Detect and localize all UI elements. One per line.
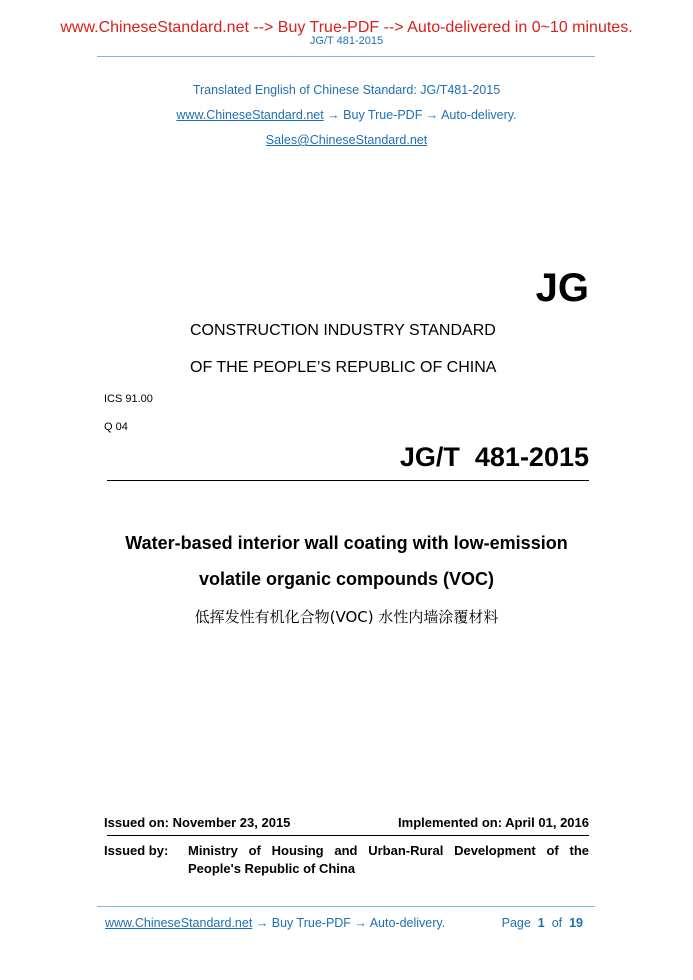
page-of: of — [551, 916, 563, 930]
standard-title-line1: CONSTRUCTION INDUSTRY STANDARD — [190, 322, 496, 339]
standard-number: JG/T 481-2015 — [399, 442, 589, 472]
page-total: 19 — [569, 916, 583, 930]
footer-purchase-line — [105, 916, 445, 930]
footer-site-link[interactable]: www.ChineseStandard.net — [105, 916, 253, 930]
document-title-line2: volatile organic compounds (VOC) — [198, 569, 495, 589]
standard-title-line2: OF THE PEOPLE’S REPUBLIC OF CHINA — [190, 359, 497, 376]
page-indicator — [502, 916, 583, 930]
footer-divider — [97, 906, 595, 907]
site-link[interactable]: www.ChineseStandard.net — [176, 108, 324, 122]
purchase-steps: → Buy True-PDF → Auto-delivery. — [323, 108, 517, 122]
issued-by-line2: People's Republic of China — [188, 861, 356, 876]
header-divider — [97, 56, 595, 57]
translation-note: Translated English of Chinese Standard: JG/T481-2015 — [192, 83, 501, 97]
top-banner-link[interactable]: www.ChineseStandard.net --> Buy True-PDF --> Auto-delivered in 0~10 minutes. — [60, 19, 633, 36]
issued-by-line1: Ministry of Housing and Urban-Rural Development of the — [188, 843, 589, 858]
sales-email-line — [0, 133, 693, 147]
issued-by-label: Issued by: — [104, 843, 169, 858]
purchase-line — [0, 108, 693, 122]
issued-on-date: Issued on: November 23, 2015 — [104, 815, 291, 830]
issue-divider — [107, 835, 589, 836]
implemented-on-date: Implemented on: April 01, 2016 — [398, 815, 589, 830]
chinese-title: 低挥发性有机化合物(VOC) 水性内墙涂覆材料 — [194, 608, 499, 626]
page-label: Page — [501, 916, 531, 930]
page-current: 1 — [537, 916, 545, 930]
footer-purchase-steps: → Buy True-PDF → Auto-delivery. — [252, 916, 446, 930]
document-title-line1: Water-based interior wall coating with low-emission — [125, 533, 568, 553]
standard-divider — [107, 480, 589, 481]
sales-email-link[interactable]: Sales@ChineseStandard.net — [265, 133, 428, 147]
ics-code: ICS 91.00 — [104, 393, 153, 405]
standard-mark: JG — [535, 266, 589, 310]
ccs-code: Q 04 — [104, 421, 128, 433]
header-doc-code: JG/T 481-2015 — [309, 35, 384, 47]
